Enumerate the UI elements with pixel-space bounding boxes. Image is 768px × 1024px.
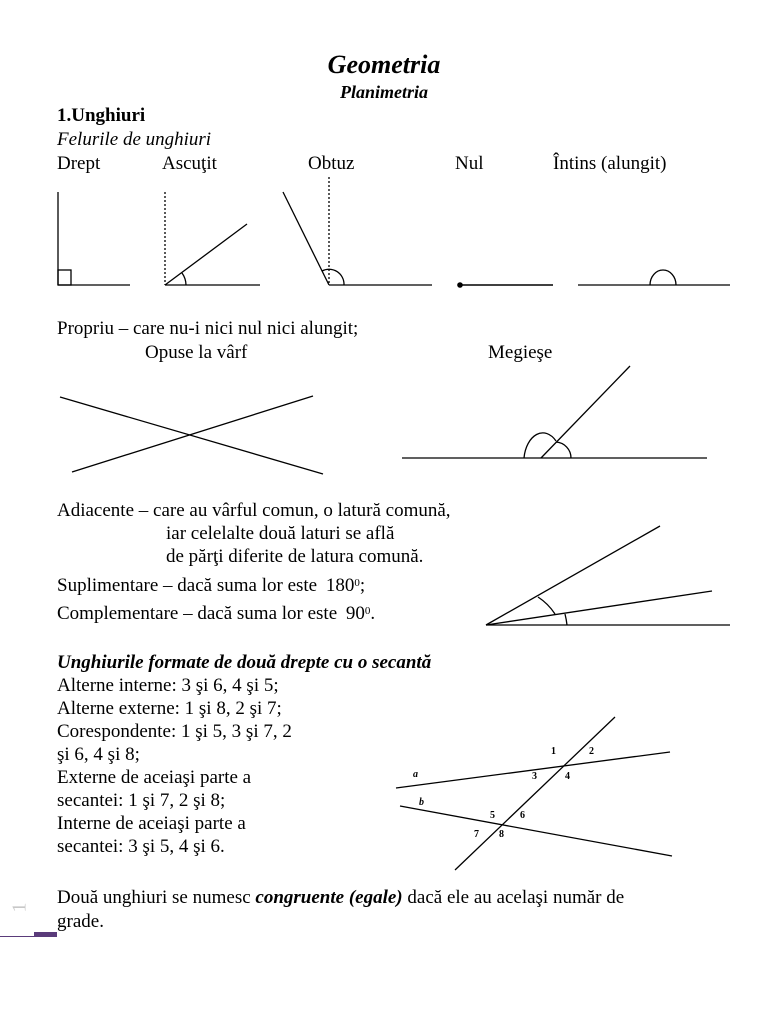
opuse-label: Opuse la vârf bbox=[145, 342, 248, 363]
secanta-heading: Unghiurile formate de două drepte cu o secantă bbox=[57, 652, 432, 673]
suplimentare-sup: 0 bbox=[354, 577, 360, 589]
page-title: Geometria bbox=[327, 50, 441, 79]
secanta-line-1: Alterne interne: 3 şi 6, 4 şi 5; bbox=[57, 675, 279, 696]
propriu-text: Propriu – care nu-i nici nul nici alungit; bbox=[57, 318, 359, 339]
label-ascutit: Ascuţit bbox=[162, 153, 217, 174]
label-nul: Nul bbox=[455, 153, 484, 174]
complementare-end: . bbox=[370, 603, 376, 624]
congruente-post: dacă ele au acelaşi număr de bbox=[407, 887, 625, 908]
label-drept: Drept bbox=[57, 153, 101, 174]
complementare-sup: 0 bbox=[364, 605, 371, 617]
page-subtitle: Planimetria bbox=[339, 82, 428, 102]
kinds-heading: Felurile de unghiuri bbox=[57, 129, 212, 150]
obtuse-angle-figure bbox=[283, 177, 432, 285]
angle-1-label: 1 bbox=[551, 746, 556, 757]
angle-8-label: 8 bbox=[499, 829, 504, 840]
adiacente-line1: Adiacente – care au vârful comun, o latură comună, bbox=[57, 500, 451, 521]
line-a-label: a bbox=[413, 769, 418, 780]
angle-4-label: 4 bbox=[565, 771, 570, 782]
adjacent-angles-figure bbox=[486, 526, 730, 625]
angle-3-label: 3 bbox=[532, 771, 537, 782]
label-obtuz: Obtuz bbox=[308, 153, 355, 174]
complementare-label: Complementare – dacă suma lor este bbox=[57, 603, 338, 624]
congruente-line2: grade. bbox=[57, 911, 104, 932]
suplimentare-label: Suplimentare – dacă suma lor este bbox=[57, 575, 318, 596]
vertical-angles-figure bbox=[60, 396, 323, 474]
complementare-value: 90 bbox=[345, 603, 365, 624]
suplimentare-end: ; bbox=[359, 575, 366, 596]
angle-2-label: 2 bbox=[589, 746, 594, 757]
megiese-label: Megieşe bbox=[488, 342, 553, 363]
angle-7-label: 7 bbox=[474, 829, 479, 840]
angle-5-label: 5 bbox=[490, 810, 495, 821]
secanta-line-3: Corespondente: 1 şi 5, 3 şi 7, 2 bbox=[57, 721, 292, 742]
secanta-line-8: secantei: 3 şi 5, 4 şi 6. bbox=[57, 836, 225, 857]
angle-6-label: 6 bbox=[520, 810, 525, 821]
congruente-bold: congruente (egale) bbox=[255, 887, 403, 908]
secanta-line-2: Alterne externe: 1 şi 8, 2 şi 7; bbox=[57, 698, 282, 719]
adiacente-line3: de părţi diferite de latura comună. bbox=[166, 546, 424, 567]
null-angle-figure bbox=[457, 282, 553, 288]
section-heading: 1.Unghiuri bbox=[57, 105, 146, 126]
straight-angle-figure bbox=[578, 270, 730, 285]
secanta-line-7: Interne de aceiaşi parte a bbox=[57, 813, 246, 834]
acute-angle-figure bbox=[165, 192, 260, 285]
label-intins: Întins (alungit) bbox=[553, 153, 667, 174]
secant-figure bbox=[396, 717, 672, 870]
supplementary-adjacent-figure bbox=[402, 366, 707, 458]
secanta-line-6: secantei: 1 şi 7, 2 şi 8; bbox=[57, 790, 226, 811]
line-b-label: b bbox=[419, 797, 424, 808]
suplimentare-value: 180 bbox=[325, 575, 355, 596]
congruente-pre: Două unghiuri se numesc bbox=[57, 887, 251, 908]
right-angle-figure bbox=[58, 192, 130, 285]
adiacente-line2: iar celelalte două laturi se află bbox=[166, 523, 395, 544]
secanta-line-4: şi 6, 4 şi 8; bbox=[57, 744, 140, 765]
secanta-line-5: Externe de aceiaşi parte a bbox=[57, 767, 252, 788]
page-number: 1 bbox=[8, 902, 31, 913]
